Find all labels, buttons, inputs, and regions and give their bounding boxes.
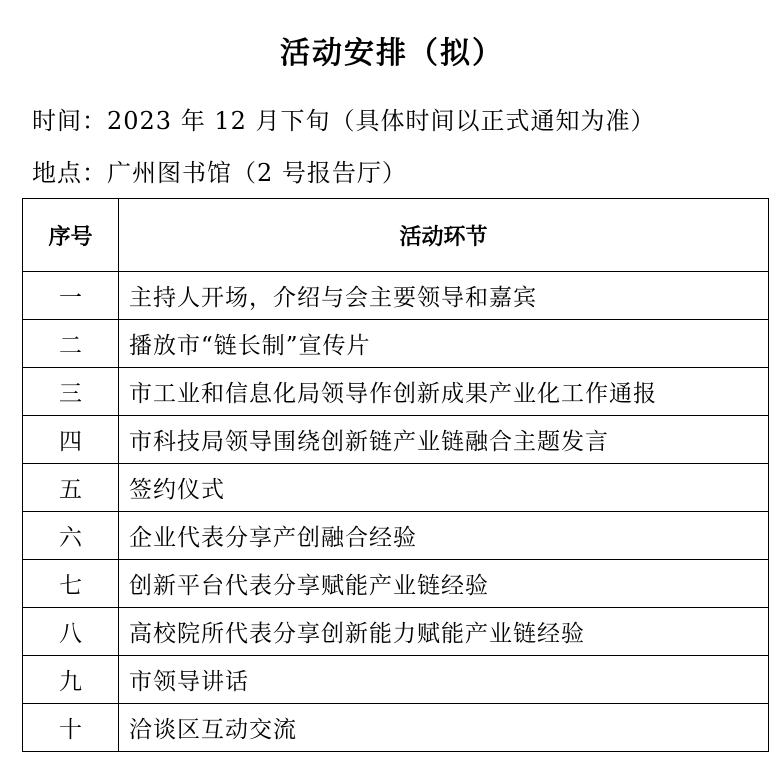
table-row bbox=[23, 272, 769, 320]
row-activity: 市领导讲话 bbox=[119, 656, 769, 704]
row-activity: 创新平台代表分享赋能产业链经验 bbox=[119, 560, 769, 608]
row-number: 八 bbox=[23, 608, 119, 656]
row-number: 三 bbox=[23, 368, 119, 416]
table-row bbox=[23, 416, 769, 464]
row-number: 七 bbox=[23, 560, 119, 608]
table-row bbox=[23, 464, 769, 512]
table-row bbox=[23, 368, 769, 416]
document-title: 活动安排（拟） bbox=[280, 36, 504, 71]
activity-schedule-table bbox=[22, 198, 769, 752]
header-sequence-number: 序号 bbox=[23, 199, 119, 272]
row-activity: 主持人开场，介绍与会主要领导和嘉宾 bbox=[119, 272, 769, 320]
table-header-row bbox=[23, 199, 769, 272]
table-row bbox=[23, 512, 769, 560]
row-number: 九 bbox=[23, 656, 119, 704]
event-time: 时间：2023 年 12 月下旬（具体时间以正式通知为准） bbox=[32, 107, 656, 135]
row-activity: 企业代表分享产创融合经验 bbox=[119, 512, 769, 560]
row-number: 五 bbox=[23, 464, 119, 512]
row-activity: 高校院所代表分享创新能力赋能产业链经验 bbox=[119, 608, 769, 656]
event-location: 地点：广州图书馆（2 号报告厅） bbox=[32, 159, 407, 187]
table-row bbox=[23, 560, 769, 608]
row-number: 四 bbox=[23, 416, 119, 464]
header-activity-item: 活动环节 bbox=[119, 199, 769, 272]
row-activity: 市科技局领导围绕创新链产业链融合主题发言 bbox=[119, 416, 769, 464]
row-activity: 洽谈区互动交流 bbox=[119, 704, 769, 752]
row-number: 一 bbox=[23, 272, 119, 320]
row-number: 二 bbox=[23, 320, 119, 368]
row-activity: 签约仪式 bbox=[119, 464, 769, 512]
table-row bbox=[23, 704, 769, 752]
row-number: 十 bbox=[23, 704, 119, 752]
row-activity: 市工业和信息化局领导作创新成果产业化工作通报 bbox=[119, 368, 769, 416]
table-row bbox=[23, 656, 769, 704]
row-number: 六 bbox=[23, 512, 119, 560]
row-activity: 播放市“链长制”宣传片 bbox=[119, 320, 769, 368]
table-row bbox=[23, 320, 769, 368]
table-row bbox=[23, 608, 769, 656]
